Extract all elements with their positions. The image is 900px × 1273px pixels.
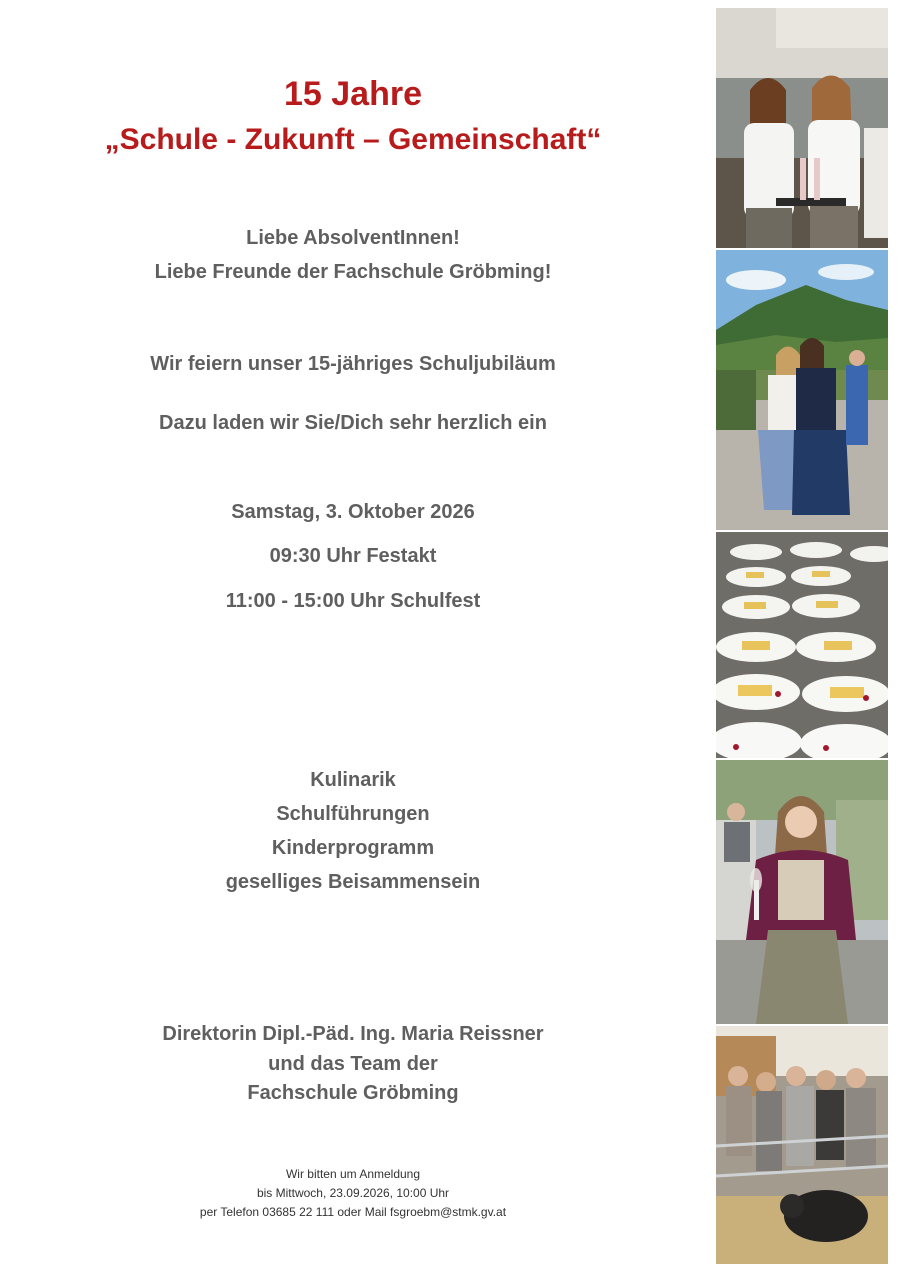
dessert-plates-photo — [716, 532, 888, 758]
photo-strip — [716, 8, 888, 1264]
title-line-1: 15 Jahre — [284, 75, 422, 113]
signature-line-2: und das Team der — [268, 1053, 438, 1075]
farm-animals-photo — [716, 1026, 888, 1264]
title-line-2: „Schule - Zukunft – Gemeinschaft“ — [104, 123, 602, 156]
program-item: geselliges Beisammensein — [225, 871, 481, 893]
schedule-item-2: 11:00 - 15:00 Uhr Schulfest — [225, 590, 481, 612]
greeting-line-1: Liebe AbsolventInnen! — [246, 227, 460, 249]
signature-line-1: Direktorin Dipl.-Päd. Ing. Maria Reissner — [162, 1023, 544, 1045]
student-with-glass-photo — [716, 760, 888, 1024]
alpine-event-photo — [716, 250, 888, 530]
greeting-line-2: Liebe Freunde der Fachschule Gröbming! — [154, 261, 552, 283]
schedule-item-1: 09:30 Uhr Festakt — [269, 545, 437, 567]
program-item: Kulinarik — [310, 769, 396, 791]
students-serving-photo — [716, 8, 888, 248]
intro-line-1: Wir feiern unser 15-jähriges Schuljubiläum — [150, 353, 556, 375]
intro-line-2: Dazu laden wir Sie/Dich sehr herzlich ein — [159, 412, 547, 434]
registration-line-3: per Telefon 03685 22 111 oder Mail fsgroebm@stmk.gv.at — [199, 1205, 507, 1219]
program-item: Schulführungen — [276, 803, 430, 825]
registration-line-2: bis Mittwoch, 23.09.2026, 10:00 Uhr — [256, 1186, 450, 1200]
signature-line-3: Fachschule Gröbming — [247, 1082, 459, 1104]
registration-line-1: Wir bitten um Anmeldung — [285, 1167, 421, 1181]
program-item: Kinderprogramm — [271, 837, 435, 859]
event-date: Samstag, 3. Oktober 2026 — [231, 501, 475, 523]
